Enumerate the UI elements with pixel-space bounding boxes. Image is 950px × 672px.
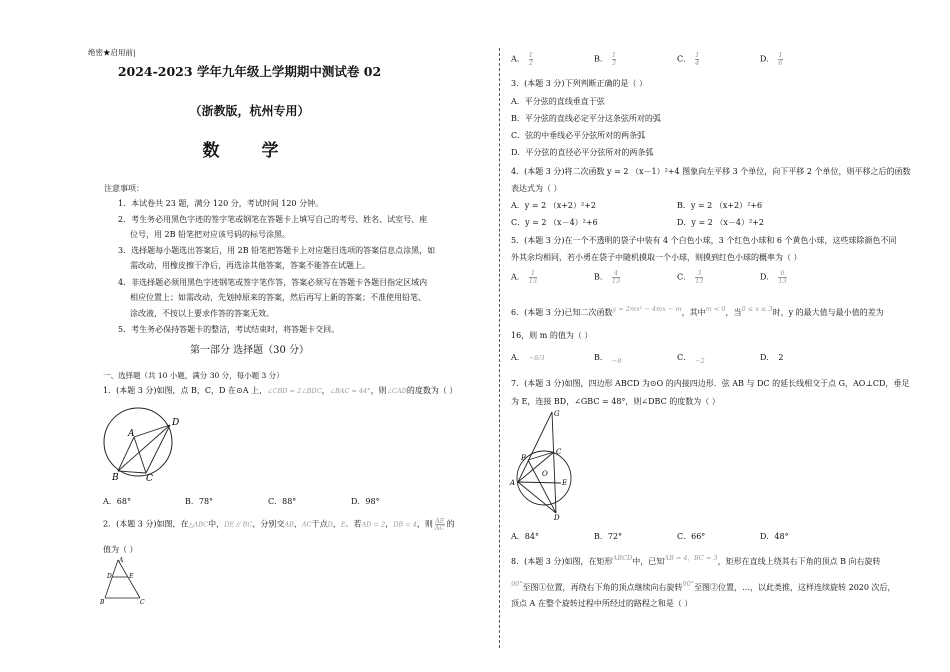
q7-label-c: C xyxy=(556,448,562,456)
q5-option-c[interactable]: C． $\frac{3}{13}$ xyxy=(677,269,704,285)
q5-stem-line2: 外其余均相同，若小勇在袋子中随机摸取一个小球，则摸到红色小球的概率为（ ） xyxy=(511,253,802,262)
q6-stem-line2: 16，则 m 的值为（ ） xyxy=(511,331,593,340)
q5-stem: 5．(本题 3 分)在一个不透明的袋子中装有 4 个白色小球，3 个红色小球和 6 个黄色小球，这些球除颜色不同 xyxy=(511,236,897,245)
part-heading: 第一部分 选择题（30 分） xyxy=(189,345,310,356)
q1-option-a[interactable]: A．68° xyxy=(103,497,131,506)
q3-option-b[interactable]: B．平分弦的直线必定平分这条弦所对的弧 xyxy=(511,114,661,123)
q2-stem: 2．(本题 3 分)如图，在△ABC中，DE // BC，分别交AB，AC于点D，E．若AD = 2，DB = 4，则 $\frac{AE}{AC}$ 的 xyxy=(103,517,455,532)
column-divider xyxy=(499,48,500,648)
notice-line: 4．非选择题必须用黑色字迹钢笔或签字笔作答，答案必须写在答题卡各题目指定区域内 xyxy=(118,278,428,287)
subject-title: 数 学 xyxy=(202,141,297,161)
q8-stem-line3: 顶点 A 在整个旋转过程中所经过的路程之和是（ ） xyxy=(511,599,693,608)
q8-stem-line2: $^{90^\circ}$至图①位置，再绕右下角的顶点继续向右旋转$^{90^\circ}$至图②位置，…，以此类推，这样连续旋转 2020 次后， xyxy=(511,580,896,592)
q4-option-d[interactable]: D．y = 2 （x－4）²+2 xyxy=(677,218,764,227)
notice-line: 3．选择题每小题选出答案后，用 2B 铅笔把答题卡上对应题目选项的答案信息点涂黑，如 xyxy=(118,246,436,255)
q1-stem: 1．(本题 3 分)如图，点 B，C，D 在⊙A 上，∠CBD = 2∠BDC，∠BAC = 44°，则∠CAD的度数为（ ） xyxy=(103,386,458,395)
q7-label-b: B xyxy=(521,454,527,462)
notice-line: 1．本试卷共 23 题，满分 120 分，考试时间 120 分钟。 xyxy=(118,199,324,208)
q6-stem: 6．(本题 3 分)已知二次函数$^{y = 2mx^2 - 4mx - m}$，其中$^{m < 0}$，当$^{0 \le x \le 3}$时，y 的最大值与最小值的差为 xyxy=(511,305,884,317)
q4-option-a[interactable]: A．y = 2 （x+2）²+2 xyxy=(511,201,597,210)
q1-option-c[interactable]: C．88° xyxy=(268,497,297,506)
q2-label-d: D xyxy=(107,573,112,580)
q2-option-c[interactable]: C． $\frac{1}{4}$ xyxy=(677,51,700,67)
q2-option-b[interactable]: B． $\frac{1}{3}$ xyxy=(594,51,617,67)
q1-label-b: B xyxy=(112,473,119,483)
q7-label-a: A xyxy=(510,479,516,487)
q4-stem: 4．(本题 3 分)将二次函数 y = 2 （x－1）²+4 图象向左平移 3 个单位，向下平移 2 个单位，则平移之后的函数 xyxy=(511,167,911,176)
q6-option-d[interactable]: D． 2 xyxy=(760,353,784,362)
q7-label-d: D xyxy=(554,514,560,520)
q7-label-e: E xyxy=(562,479,568,487)
q2-option-a[interactable]: A． $\frac{1}{2}$ xyxy=(511,51,533,67)
notice-line: 涂改液，不按以上要求作答的答案无效。 xyxy=(130,309,274,318)
q7-option-d[interactable]: D．48° xyxy=(760,532,789,541)
q7-stem: 7．(本题 3 分)如图，四边形 ABCD 为⊙O 的内接四边形．弦 AB 与 DC 的延长线相交于点 G，AO⊥CD，垂足 xyxy=(511,379,910,388)
exam-subtitle: （浙教版，杭州专用） xyxy=(189,104,310,118)
q2-label-b: B xyxy=(100,599,105,606)
q3-option-a[interactable]: A．平分弦的直线垂直于弦 xyxy=(511,97,605,106)
secret-label: 绝密★启用前| xyxy=(88,48,136,57)
q2-figure xyxy=(98,556,150,606)
q1-figure xyxy=(100,403,180,483)
q2-label-a: A xyxy=(119,557,124,564)
q7-stem-line2: 为 E，连接 BD，∠GBC = 48°，则∠DBC 的度数为（ ） xyxy=(511,397,720,406)
q7-option-a[interactable]: A．84° xyxy=(511,532,539,541)
q6-option-c[interactable]: C． $_{-2}$ xyxy=(677,353,705,365)
notice-line: 2．考生务必用黑色字迹的签字笔或钢笔在答题卡上填写自己的考号、姓名、试室号、座 xyxy=(118,215,428,224)
q6-option-a[interactable]: A． −8/3 xyxy=(511,353,545,362)
notice-line: 相应位置上；如需改动，先划掉原来的答案，然后再写上新的答案；不准使用铅笔、 xyxy=(130,293,426,302)
q1-option-d[interactable]: D．98° xyxy=(351,497,380,506)
q2-label-e: E xyxy=(129,573,134,580)
q4-option-b[interactable]: B．y = 2 （x+2）²+6 xyxy=(677,201,763,210)
q7-label-o: O xyxy=(542,470,548,478)
notice-heading: 注意事项： xyxy=(104,184,144,193)
q6-option-b[interactable]: B． $_{-8}$ xyxy=(594,353,622,365)
q7-option-b[interactable]: B．72° xyxy=(594,532,623,541)
q1-label-d: D xyxy=(172,418,180,428)
q1-option-b[interactable]: B．78° xyxy=(185,497,214,506)
q7-label-g: G xyxy=(554,410,560,418)
q5-option-d[interactable]: D． $\frac{6}{13}$ xyxy=(760,269,787,285)
exam-title: 2024-2023 学年九年级上学期期中测试卷 02 xyxy=(117,64,382,79)
q1-label-c: C xyxy=(146,474,153,483)
q3-option-d[interactable]: D．平分弦的直径必平分弦所对的两条弧 xyxy=(511,148,654,157)
q4-stem-line2: 表达式为（ ） xyxy=(511,184,562,193)
q8-stem: 8．(本题 3 分)如图，在矩形$^{ABCD}$中，已知$^{AB = 4,BC = 3}$，矩形在直线上绕其右下角的顶点 B 向右旋转 xyxy=(511,554,881,566)
section-note: 一、选择题（共 10 小题，满分 30 分，每小题 3 分） xyxy=(103,371,284,380)
notice-line: 需改动，用橡皮擦干净后，再选涂其他答案，答案不能答在试题上。 xyxy=(130,261,370,270)
q7-figure xyxy=(506,408,584,520)
notice-line: 位号，用 2B 铅笔把对应该号码的标号涂黑。 xyxy=(130,230,291,239)
q7-option-c[interactable]: C．66° xyxy=(677,532,706,541)
q4-option-c[interactable]: C．y = 2 （x－4）²+6 xyxy=(511,218,598,227)
q2-option-d[interactable]: D． $\frac{1}{6}$ xyxy=(760,51,783,67)
q3-stem: 3．(本题 3 分)下列判断正确的是（ ） xyxy=(511,79,648,88)
q3-option-c[interactable]: C．弦的中垂线必平分弦所对的两条弧 xyxy=(511,131,646,140)
q2-stem-line2: 值为（ ） xyxy=(103,545,138,554)
notice-line: 5．考生务必保持答题卡的整洁，考试结束时，将答题卡交回。 xyxy=(118,325,340,334)
q1-label-a: A xyxy=(128,429,135,439)
q5-option-a[interactable]: A． $\frac{1}{13}$ xyxy=(511,269,538,285)
q5-option-b[interactable]: B． $\frac{4}{13}$ xyxy=(594,269,621,285)
q2-label-c: C xyxy=(140,599,145,606)
